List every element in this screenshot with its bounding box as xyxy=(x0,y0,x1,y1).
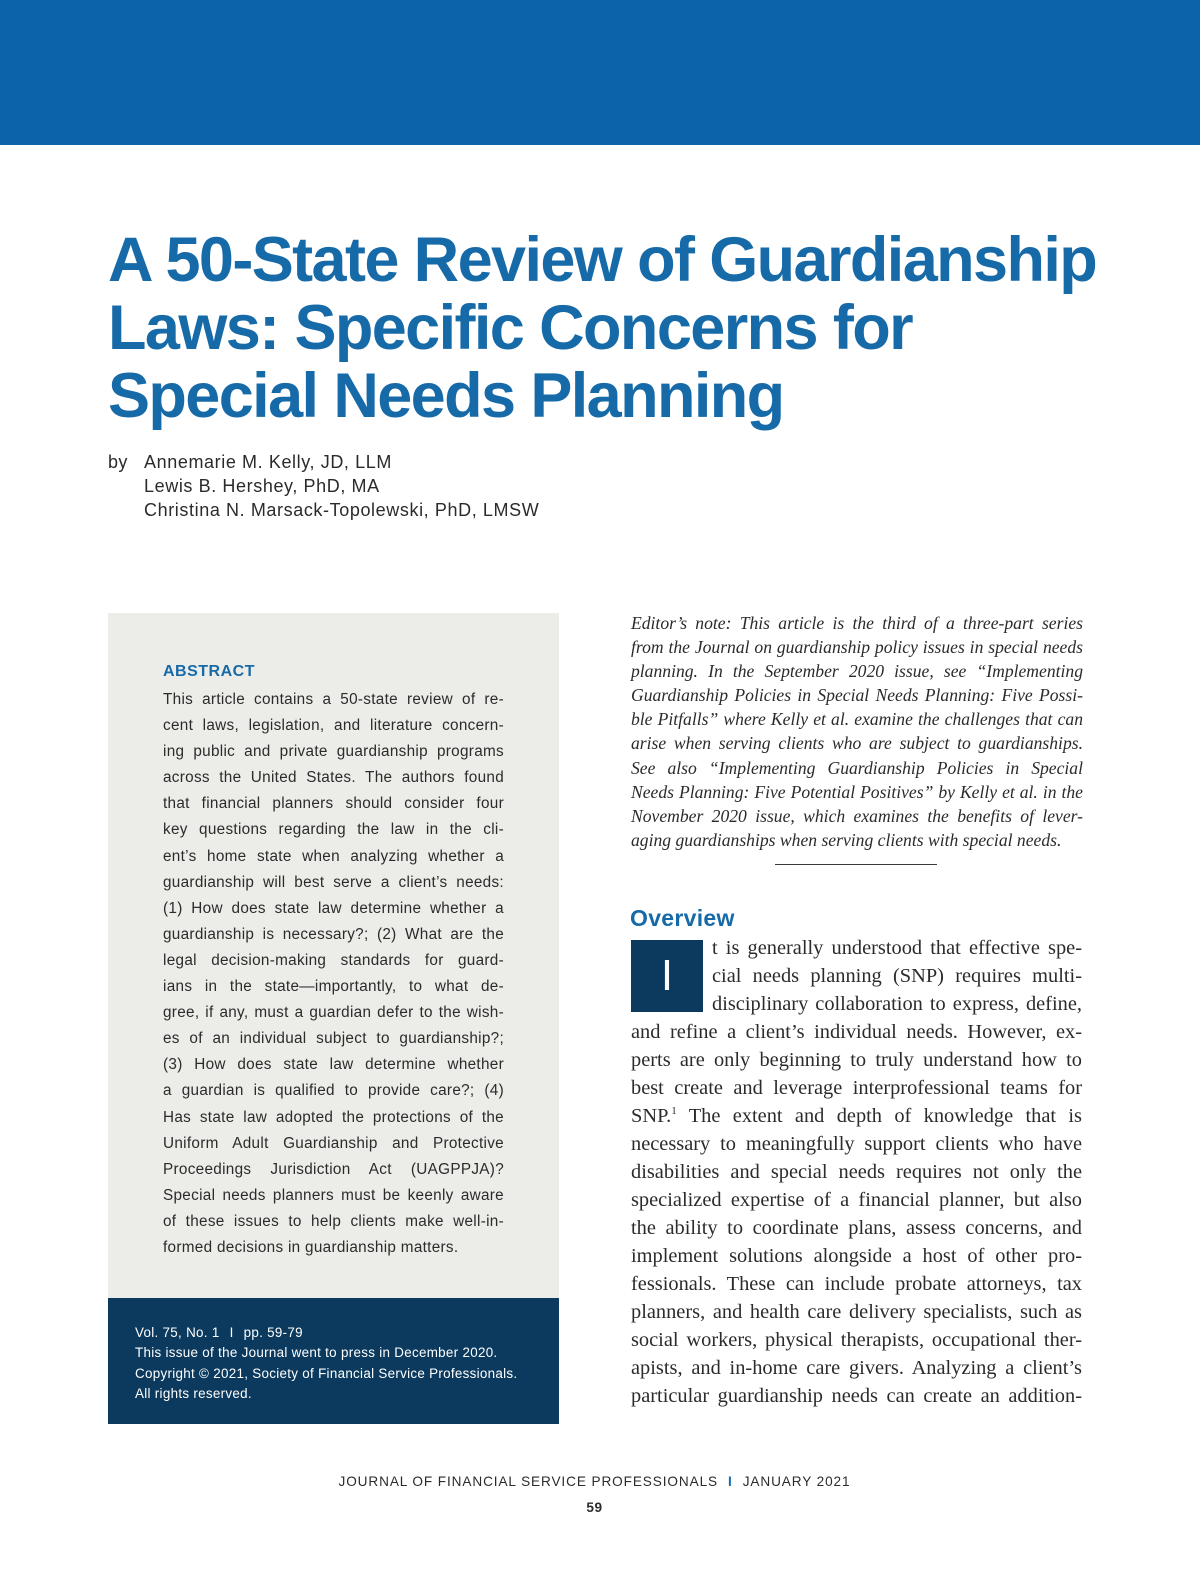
body-line: apists, and in-home care givers. Analyzing a client’s xyxy=(631,1357,1082,1379)
body-line: cial needs planning (SNP) requires multi- xyxy=(712,965,1082,987)
byline-prefix: by xyxy=(108,452,128,472)
body-line: implement solutions alongside a host of other pro- xyxy=(631,1245,1082,1267)
page-range: pp. 59-79 xyxy=(243,1325,303,1340)
abstract-line: that financial planners should consider four xyxy=(163,795,504,813)
overview-heading: Overview xyxy=(630,905,735,931)
header-color-band xyxy=(0,0,1200,145)
article-title xyxy=(108,226,1108,430)
drop-cap: I xyxy=(631,940,703,1012)
body-line: perts are only beginning to truly understand how to xyxy=(631,1049,1082,1071)
abstract-line: of these issues to help clients make well-in- xyxy=(163,1212,504,1230)
body-line: necessary to meaningfully support clients who have xyxy=(631,1133,1082,1155)
body-line xyxy=(631,1102,1082,1130)
body-text-fragment: The extent and depth of knowledge that is xyxy=(676,1105,1082,1127)
overview-body xyxy=(631,934,1082,1410)
abstract-line: Uniform Adult Guardianship and Protective xyxy=(163,1134,504,1152)
body-text-fragment: SNP. xyxy=(631,1105,672,1127)
page-number: 59 xyxy=(586,1500,603,1515)
abstract-line: gree, if any, must a guardian defer to the wish- xyxy=(163,1004,504,1022)
journal-name: JOURNAL OF FINANCIAL SERVICE PROFESSIONALS xyxy=(338,1474,718,1489)
editor-note-line: aging guardianships when serving clients with special needs. xyxy=(631,829,1062,850)
editor-note xyxy=(631,611,1083,852)
abstract-line: formed decisions in guardianship matters. xyxy=(163,1238,459,1256)
footnote-reference[interactable]: 1 xyxy=(671,1105,677,1118)
footer-separator: I xyxy=(728,1474,733,1489)
body-line: the ability to coordinate plans, assess concerns, and xyxy=(631,1217,1082,1239)
abstract-line: This article contains a 50-state review of re- xyxy=(163,691,504,708)
volume-separator: I xyxy=(229,1325,234,1340)
abstract-line: (1) How does state law determine whether a xyxy=(163,899,504,917)
body-line: t is generally understood that effective spe- xyxy=(712,937,1082,959)
abstract-line: Proceedings Jurisdiction Act (UAGPPJA)? xyxy=(163,1160,504,1178)
body-line: planners, and health care delivery specialists, such as xyxy=(631,1301,1082,1323)
footer-journal-line xyxy=(0,1474,1189,1489)
title-line: Special Needs Planning xyxy=(108,361,784,431)
volume-line xyxy=(135,1323,517,1343)
abstract-line: legal decision-making standards for guard- xyxy=(163,951,504,969)
editor-note-line: Guardianship Policies in Special Needs Planning: Five Possi- xyxy=(631,685,1083,706)
author-name: Christina N. Marsack-Topolewski, PhD, LMSW xyxy=(144,500,540,520)
abstract-line: cent laws, legislation, and literature concern- xyxy=(163,717,504,735)
editor-note-line: November 2020 issue, which examines the benefits of lever- xyxy=(631,805,1083,826)
body-line: specialized expertise of a financial planner, but also xyxy=(631,1189,1082,1211)
editor-note-line: ble Pitfalls” where Kelly et al. examine the challenges that can xyxy=(631,709,1083,730)
body-line: best create and leverage interprofessional teams for xyxy=(631,1077,1082,1099)
abstract-line: (3) How does state law determine whether xyxy=(163,1056,504,1074)
editor-note-line: Needs Planning: Five Potential Positives” by Kelly et al. in the xyxy=(631,781,1083,802)
body-line: disciplinary collaboration to express, define, xyxy=(712,993,1082,1015)
body-line: particular guardianship needs can create an addition- xyxy=(631,1385,1082,1407)
abstract-line: guardianship will best serve a client’s needs: xyxy=(163,873,504,891)
section-divider xyxy=(775,864,937,865)
editor-note-line: See also “Implementing Guardianship Policies in Special xyxy=(631,757,1083,778)
title-line: A 50-State Review of Guardianship xyxy=(108,225,1097,295)
editor-note-line: planning. In the September 2020 issue, see “Implementing xyxy=(631,661,1083,682)
editor-note-line: from the Journal on guardianship policy issues in special needs xyxy=(631,637,1083,658)
body-line: social workers, physical therapists, occupational ther- xyxy=(631,1329,1082,1351)
rights-line: All rights reserved. xyxy=(135,1386,252,1402)
abstract-line: key questions regarding the law in the cli- xyxy=(163,821,504,839)
abstract-line: ing public and private guardianship programs xyxy=(163,743,504,761)
copyright-line: Copyright © 2021, Society of Financial Service Professionals. xyxy=(135,1365,518,1381)
body-line: disabilities and special needs requires not only the xyxy=(631,1161,1082,1183)
editor-note-line: arise when serving clients who are subject to guardianships. xyxy=(631,733,1083,754)
abstract-line: ent’s home state when analyzing whether a xyxy=(163,847,504,865)
author-name: Lewis B. Hershey, PhD, MA xyxy=(144,476,380,496)
press-note: This issue of the Journal went to press in December 2020. xyxy=(135,1345,498,1361)
volume: Vol. 75, No. 1 xyxy=(135,1325,220,1340)
abstract-heading: ABSTRACT xyxy=(163,663,255,680)
abstract-line: a guardian is qualified to provide care?; (4) xyxy=(163,1082,504,1100)
editor-note-line: Editor’s note: This article is the third of a three-part series xyxy=(631,613,1083,633)
abstract-line: es of an individual subject to guardianship?; xyxy=(163,1030,504,1048)
body-line: fessionals. These can include probate attorneys, tax xyxy=(631,1273,1082,1295)
title-line: Laws: Specific Concerns for xyxy=(108,293,913,363)
body-line: and refine a client’s individual needs. However, ex- xyxy=(631,1021,1082,1043)
author-list xyxy=(144,450,539,522)
publication-info xyxy=(135,1323,517,1405)
abstract-text xyxy=(163,687,504,1261)
abstract-line: across the United States. The authors found xyxy=(163,769,504,787)
issue-date: JANUARY 2021 xyxy=(742,1474,851,1489)
abstract-line: Special needs planners must be keenly aware xyxy=(163,1186,504,1204)
abstract-line: ians in the state—importantly, to what de- xyxy=(163,978,504,996)
abstract-line: guardianship is necessary?; (2) What are the xyxy=(163,925,504,943)
abstract-line: Has state law adopted the protections of the xyxy=(163,1108,504,1126)
author-name: Annemarie M. Kelly, JD, LLM xyxy=(144,452,392,472)
